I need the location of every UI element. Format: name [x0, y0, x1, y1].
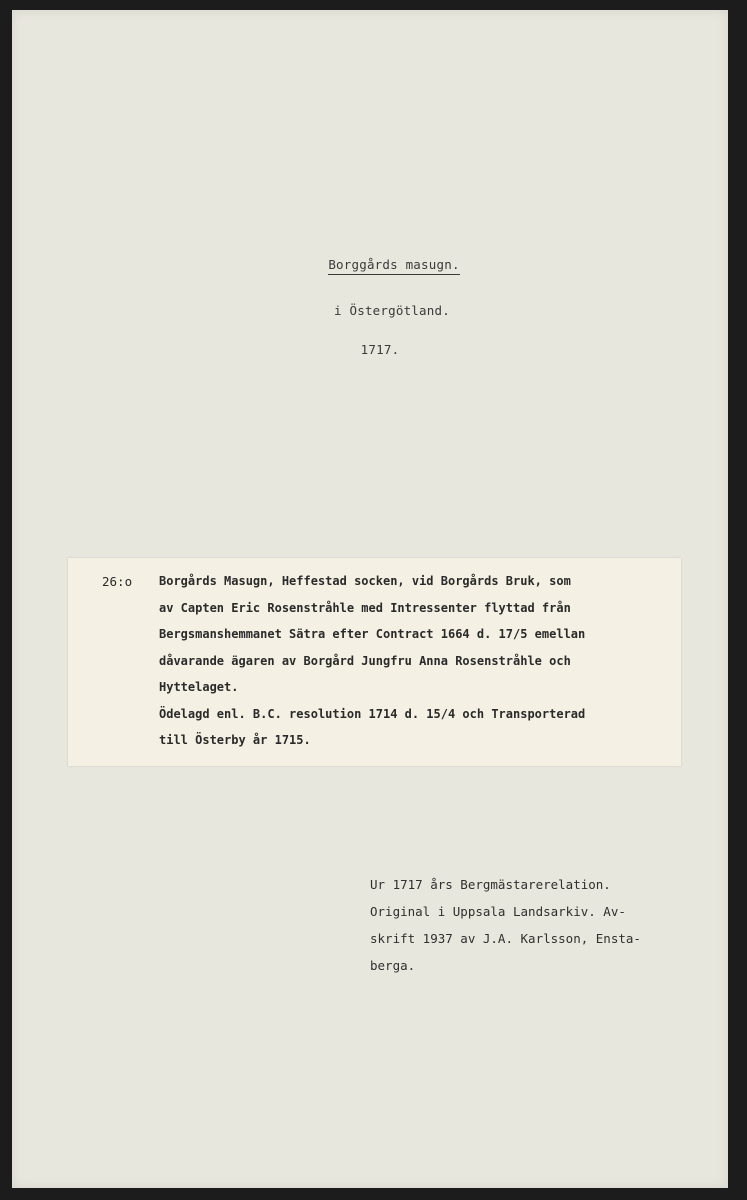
- entry-number: 26:o: [102, 574, 133, 589]
- document-page: [12, 10, 728, 1188]
- source-line: Original i Uppsala Landsarkiv. Av-: [370, 904, 626, 919]
- source-note: [370, 878, 641, 986]
- entry-text: [159, 574, 585, 760]
- document-subtitle: i Östergötland.: [334, 303, 450, 318]
- source-line: Ur 1717 års Bergmästarerelation.: [370, 877, 611, 892]
- source-line: skrift 1937 av J.A. Karlsson, Ensta-: [370, 931, 641, 946]
- entry-line: till Österby år 1715.: [159, 733, 311, 747]
- entry-line: dåvarande ägaren av Borgård Jungfru Anna Rosenstråhle och: [159, 653, 571, 668]
- entry-line: av Capten Eric Rosenstråhle med Intressenter flyttad från: [159, 600, 571, 615]
- document-title-text: Borggårds masugn.: [328, 257, 459, 275]
- entry-line: Ödelagd enl. B.C. resolution 1714 d. 15/4 och Transporterad: [159, 706, 586, 721]
- entry-line: Hyttelaget.: [159, 680, 239, 694]
- entry-line: Borgårds Masugn, Heffestad socken, vid Borgårds Bruk, som: [159, 574, 571, 588]
- document-title: [36, 257, 747, 275]
- pasted-entry-slip: [68, 558, 681, 766]
- entry-line: Bergsmanshemmanet Sätra efter Contract 1664 d. 17/5 emellan: [159, 627, 586, 641]
- document-year: 1717.: [360, 342, 400, 357]
- source-line: berga.: [370, 958, 416, 973]
